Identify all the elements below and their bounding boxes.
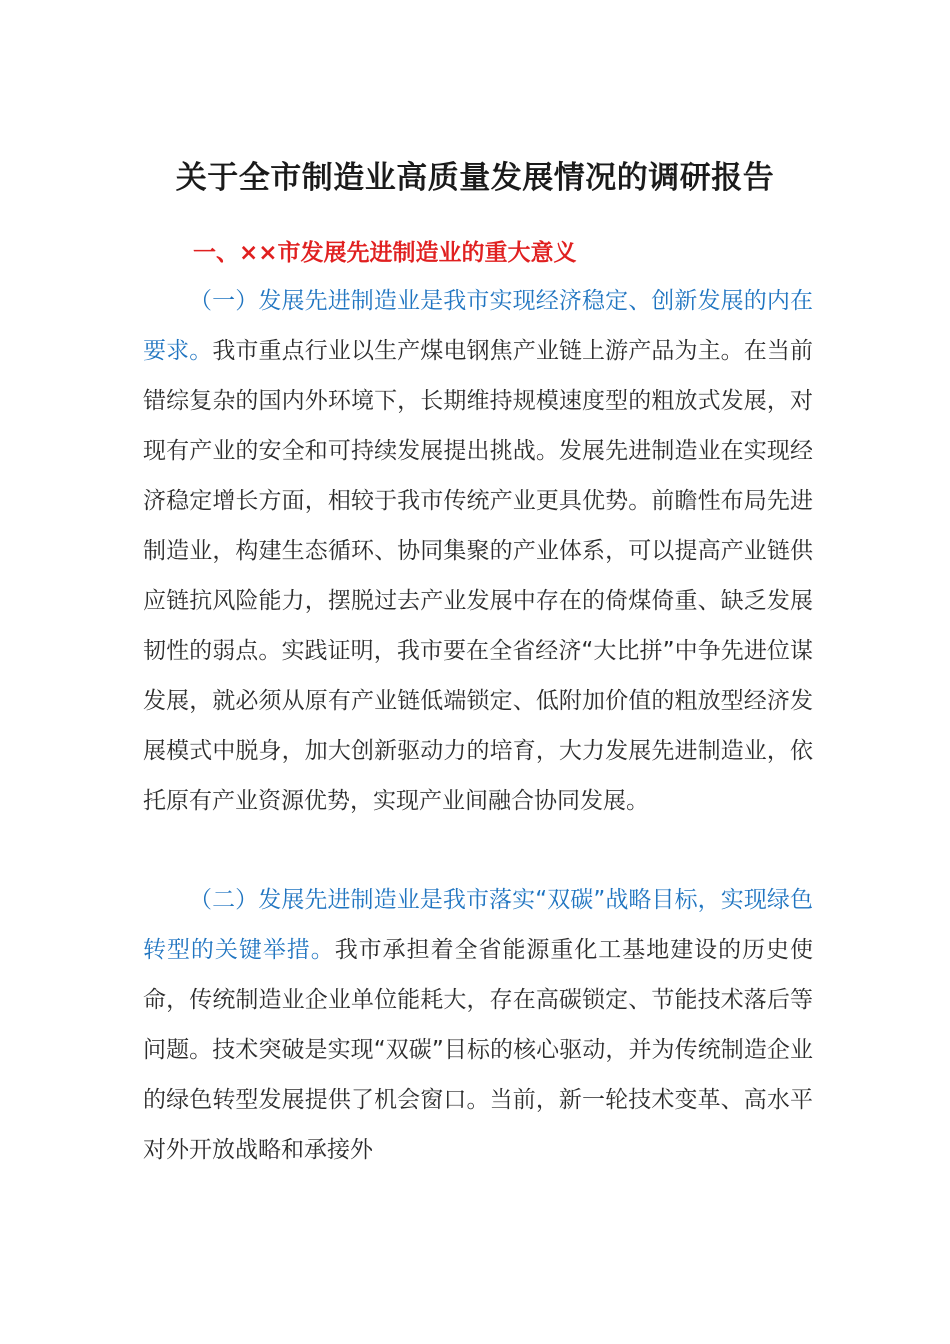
paragraph-1 xyxy=(143,276,813,826)
paragraph-2-lead: （二）发展先进制造业是我市落实“双碳”战略目标，实现绿色转型的关键举措。 xyxy=(143,887,813,963)
paragraph-1-text: 我市重点行业以生产煤电钢焦产业链上游产品为主。在当前错综复杂的国内外环境下，长期维持规模速度型的粗放式发展，对现有产业的安全和可持续发展提出挑战。发展先进制造业在实现经济稳定增长方面，相较于我市传统产业更具优势。前瞻性布局先进制造业，构建生态循环、协同集聚的产业体系，可以提高产业链供应链抗风险能力，摆脱过去产业发展中存在的倚煤倚重、缺乏发展韧性的弱点。实践证明，我市要在全省经济“大比拼”中争先进位谋发展，就必须从原有产业链低端锁定、低附加价值的粗放型经济发展模式中脱身，加大创新驱动力的培育，大力发展先进制造业，依托原有产业资源优势，实现产业间融合协同发展。 xyxy=(143,338,814,814)
section-heading: 一、××市发展先进制造业的重大意义 xyxy=(193,240,577,266)
paragraph-2-text: 我市承担着全省能源重化工基地建设的历史使命，传统制造业企业单位能耗大，存在高碳锁定、节能技术落后等问题。技术突破是实现“双碳”目标的核心驱动，并为传统制造企业的绿色转型发展提供了机会窗口。当前，新一轮技术变革、高水平对外开放战略和承接外 xyxy=(143,937,814,1163)
document-title: 关于全市制造业高质量发展情况的调研报告 xyxy=(175,160,775,196)
paragraph-2 xyxy=(143,875,813,1175)
paragraph-1-lead: （一）发展先进制造业是我市实现经济稳定、创新发展的内在要求。 xyxy=(143,288,813,364)
